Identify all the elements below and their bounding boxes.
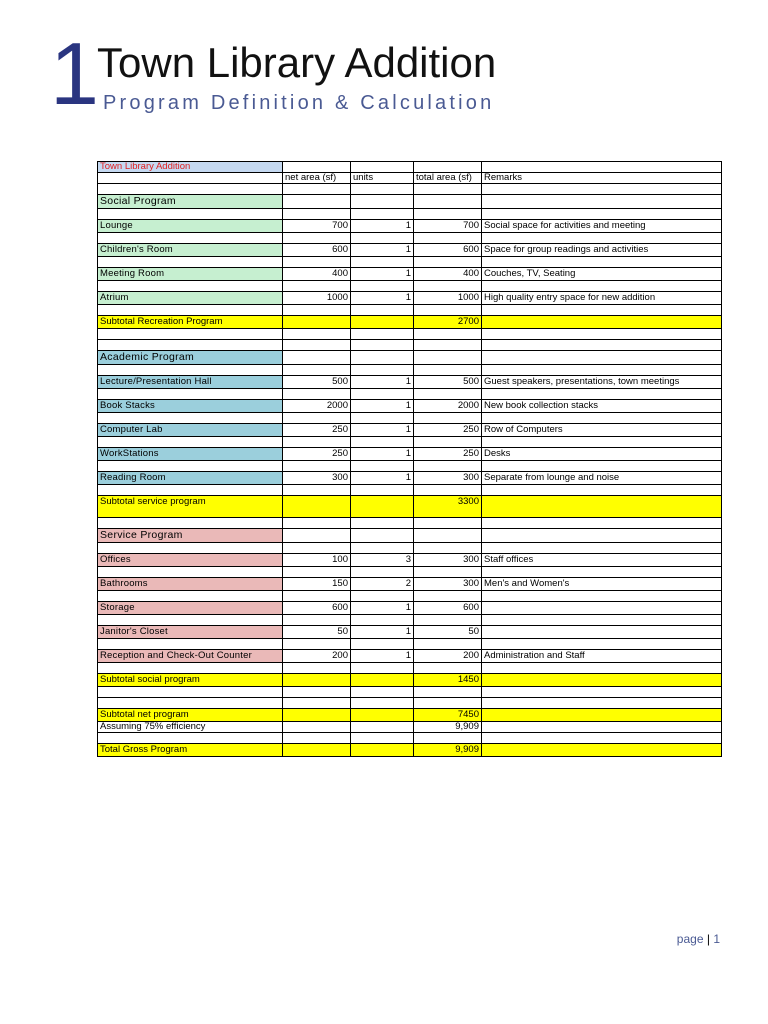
row-name: WorkStations — [98, 448, 283, 461]
gross-program-row — [98, 744, 722, 757]
row-net-area: 600 — [283, 244, 351, 257]
table-title-row — [98, 162, 722, 173]
row-units: 1 — [351, 626, 414, 639]
row-remarks: Desks — [482, 448, 722, 461]
row-units: 1 — [351, 400, 414, 413]
row-units: 1 — [351, 448, 414, 461]
row-net-area: 2000 — [283, 400, 351, 413]
row-remarks: Row of Computers — [482, 424, 722, 437]
section-title: Service Program — [98, 529, 283, 543]
row-remarks: High quality entry space for new addition — [482, 292, 722, 305]
program-table — [97, 161, 722, 757]
table-row — [98, 244, 722, 257]
row-units: 1 — [351, 268, 414, 281]
row-units: 1 — [351, 376, 414, 389]
table-row — [98, 650, 722, 663]
row-remarks: Separate from lounge and noise — [482, 472, 722, 485]
row-name: Storage — [98, 602, 283, 615]
row-total-area: 300 — [414, 578, 482, 591]
table-row — [98, 472, 722, 485]
row-remarks: Space for group readings and activities — [482, 244, 722, 257]
row-net-area: 150 — [283, 578, 351, 591]
row-net-area: 400 — [283, 268, 351, 281]
row-remarks: New book collection stacks — [482, 400, 722, 413]
row-net-area: 700 — [283, 220, 351, 233]
row-net-area: 50 — [283, 626, 351, 639]
subtotal-row — [98, 496, 722, 518]
net-program-value: 7450 — [414, 709, 482, 722]
row-net-area: 500 — [283, 376, 351, 389]
row-name: Book Stacks — [98, 400, 283, 413]
row-total-area: 200 — [414, 650, 482, 663]
table-row — [98, 424, 722, 437]
subtotal-value: 3300 — [414, 496, 482, 518]
page-label: page — [676, 932, 704, 946]
row-name: Lecture/Presentation Hall — [98, 376, 283, 389]
row-total-area: 600 — [414, 244, 482, 257]
efficiency-row — [98, 722, 722, 733]
row-total-area: 1000 — [414, 292, 482, 305]
chapter-number: 1 — [50, 24, 99, 123]
section-title: Social Program — [98, 195, 283, 209]
page-separator: | — [706, 932, 710, 946]
row-name: Meeting Room — [98, 268, 283, 281]
table-row — [98, 578, 722, 591]
row-name: Lounge — [98, 220, 283, 233]
row-total-area: 2000 — [414, 400, 482, 413]
row-units: 1 — [351, 602, 414, 615]
row-remarks: Staff offices — [482, 554, 722, 567]
row-net-area: 250 — [283, 424, 351, 437]
row-remarks: Social space for activities and meeting — [482, 220, 722, 233]
table-row — [98, 602, 722, 615]
table-row — [98, 626, 722, 639]
gross-program-label: Total Gross Program — [98, 744, 283, 757]
row-remarks: Men's and Women's — [482, 578, 722, 591]
row-total-area: 700 — [414, 220, 482, 233]
table-row — [98, 268, 722, 281]
row-units: 1 — [351, 292, 414, 305]
row-units: 1 — [351, 220, 414, 233]
net-program-row — [98, 709, 722, 722]
row-units: 2 — [351, 578, 414, 591]
row-remarks: Guest speakers, presentations, town meetings — [482, 376, 722, 389]
table-row — [98, 292, 722, 305]
row-net-area: 300 — [283, 472, 351, 485]
subtotal-label: Subtotal social program — [98, 674, 283, 687]
row-total-area: 300 — [414, 472, 482, 485]
table-row — [98, 448, 722, 461]
row-name: Bathrooms — [98, 578, 283, 591]
row-units: 1 — [351, 472, 414, 485]
row-net-area: 100 — [283, 554, 351, 567]
row-remarks — [482, 626, 722, 639]
row-total-area: 300 — [414, 554, 482, 567]
row-total-area: 500 — [414, 376, 482, 389]
section-header-social — [98, 195, 722, 209]
row-net-area: 250 — [283, 448, 351, 461]
row-name: Reception and Check-Out Counter — [98, 650, 283, 663]
row-remarks — [482, 602, 722, 615]
col-header-net-area: net area (sf) — [283, 173, 351, 184]
row-total-area: 600 — [414, 602, 482, 615]
row-units: 1 — [351, 424, 414, 437]
page-number: 1 — [713, 932, 720, 946]
section-header-service — [98, 529, 722, 543]
col-header-units: units — [351, 173, 414, 184]
table-row — [98, 376, 722, 389]
section-header-academic — [98, 351, 722, 365]
table-row — [98, 220, 722, 233]
row-remarks: Couches, TV, Seating — [482, 268, 722, 281]
subtotal-label: Subtotal service program — [98, 496, 283, 518]
row-name: Atrium — [98, 292, 283, 305]
page-footer — [677, 932, 720, 946]
row-net-area: 200 — [283, 650, 351, 663]
row-total-area: 50 — [414, 626, 482, 639]
row-units: 3 — [351, 554, 414, 567]
gross-program-value: 9,909 — [414, 744, 482, 757]
row-total-area: 400 — [414, 268, 482, 281]
subtotal-row — [98, 674, 722, 687]
row-name: Janitor's Closet — [98, 626, 283, 639]
table-title-cell: Town Library Addition — [98, 162, 283, 173]
row-name: Offices — [98, 554, 283, 567]
row-total-area: 250 — [414, 424, 482, 437]
net-program-label: Subtotal net program — [98, 709, 283, 722]
row-name: Children's Room — [98, 244, 283, 257]
page-title: Town Library Addition — [97, 39, 497, 86]
table-row — [98, 400, 722, 413]
col-header-remarks: Remarks — [482, 173, 722, 184]
column-header-row — [98, 173, 722, 184]
row-name: Computer Lab — [98, 424, 283, 437]
subtotal-value: 1450 — [414, 674, 482, 687]
efficiency-label: Assuming 75% efficiency — [98, 722, 283, 733]
row-remarks: Administration and Staff — [482, 650, 722, 663]
col-header-total-area: total area (sf) — [414, 173, 482, 184]
row-units: 1 — [351, 650, 414, 663]
subtotal-row — [98, 316, 722, 329]
section-title: Academic Program — [98, 351, 283, 365]
efficiency-value: 9,909 — [414, 722, 482, 733]
row-name: Reading Room — [98, 472, 283, 485]
subtotal-value: 2700 — [414, 316, 482, 329]
row-net-area: 600 — [283, 602, 351, 615]
row-units: 1 — [351, 244, 414, 257]
subtotal-label: Subtotal Recreation Program — [98, 316, 283, 329]
table-row — [98, 554, 722, 567]
row-total-area: 250 — [414, 448, 482, 461]
page-subtitle: Program Definition & Calculation — [103, 92, 495, 114]
row-net-area: 1000 — [283, 292, 351, 305]
